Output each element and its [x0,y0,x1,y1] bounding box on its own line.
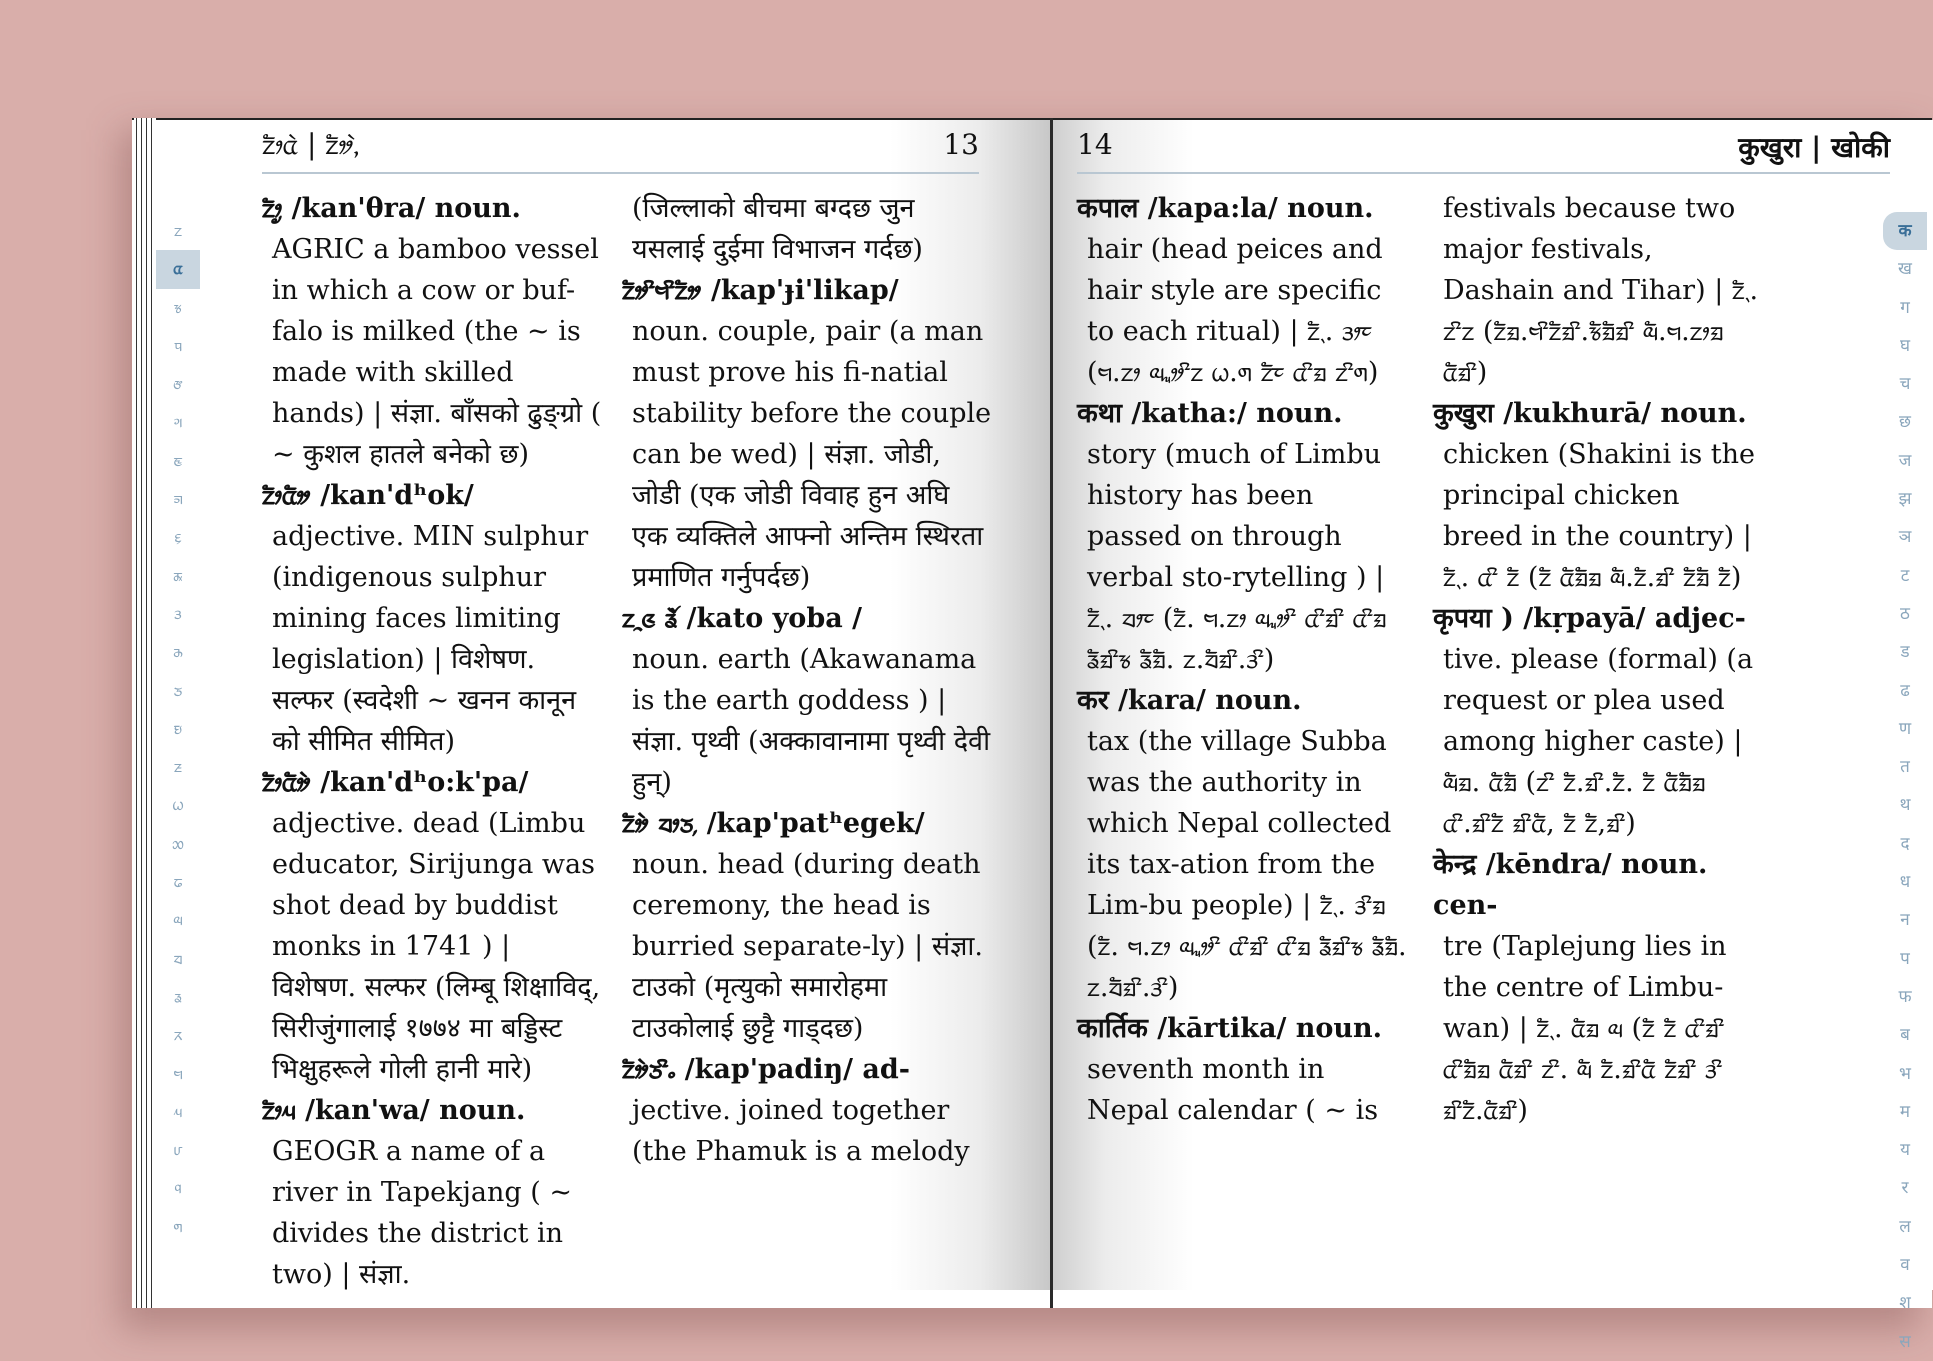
thumb-index-letter[interactable]: स [1899,1331,1911,1352]
thumb-index-letter[interactable]: झ [1898,489,1912,510]
dictionary-definition: (जिल्लाको बीचमा बग्दछ जुन यसलाई दुईमा विभाजन गर्दछ) [632,193,923,265]
thumb-index-letter[interactable]: ᤇ [173,450,183,471]
thumb-index-letter[interactable]: ᤙ [173,1140,183,1161]
dictionary-definition: festivals because two major festivals, Dashain and Tihar) | ᤁᤠᤷ. ᤁᤡᤁ (ᤁᤠᤀ.ᤗᤡᤁᤠᤀᤡ.ᤃᤠᤀᤠᤀᤡ ᤓᤠ.ᤗ.ᤁᤣᤀ ᤂᤠᤀᤡ) [1443,193,1759,388]
thumb-index-letter[interactable]: ग [1900,297,1910,318]
thumb-index-letter[interactable]: च [1899,374,1911,395]
dictionary-headword: ᤁᤦᤧᤍᤡᤱ /kap'padiŋ/ ad- [622,1054,910,1085]
thumb-index-letter[interactable]: ड [1900,642,1910,663]
dictionary-headword: कथा /katha:/ noun. [1077,398,1343,429]
thumb-index-letter[interactable]: ᤖ [173,1025,183,1046]
right-thumb-index [1883,212,1927,1361]
thumb-index-letter[interactable]: थ [1899,795,1911,816]
thumb-index-letter[interactable]: प [1900,948,1910,969]
dictionary-definition: hair (head peices and hair style are specific to each ritual) | ᤁᤠᤷ. ᤋᤣᤰ (ᤗ.ᤁᤣ ᤓᤫᤤᤡᤁ ᤐ.ᤛ ᤁᤠᤰ ᤂᤡᤀ ᤁᤡᤛ) [1087,234,1383,388]
thumb-index-letter[interactable]: य [1900,1140,1910,1161]
left-page [156,120,1051,1290]
dictionary-headword: कार्तिक /kārtika/ noun. [1077,1013,1383,1044]
thumb-index-letter[interactable]: छ [1899,412,1911,433]
thumb-index-letter[interactable]: ᤔ [173,948,183,969]
thumb-index-letter[interactable]: ᤒ [173,872,183,893]
thumb-index-letter[interactable]: द [1900,833,1910,854]
dictionary-headword: कृपया ) /kṛpayā/ adjec- [1433,603,1746,634]
thumb-index-letter[interactable]: ख [1898,259,1912,280]
thumb-index-letter[interactable]: श [1899,1293,1911,1314]
left-header-rule [262,172,979,174]
thumb-index-letter[interactable]: ᤈ [173,489,183,510]
right-column-2 [1433,188,1763,1131]
thumb-index-letter[interactable]: ल [1899,1216,1911,1237]
dictionary-definition: story (much of Limbu history has been passed on through verbal sto-rytelling ) | ᤁᤠᤷ. ᤔᤣᤰ (ᤁᤠ. ᤗ.ᤁᤣ ᤓᤫᤤᤡ ᤂᤡᤀᤡ ᤂᤡᤀ ᤕᤠᤀᤡᤃ ᤕᤠᤀᤠ. ᤁ.ᤔᤠᤀᤡ.ᤋᤡ) [1087,439,1387,675]
thumb-index-letter[interactable]: ᤚ [174,1178,182,1199]
dictionary-definition: noun. earth (Akawanama is the earth goddess ) | संज्ञा. पृथ्वी (अक्कावानामा पृथ्वी देवी हुन्) [632,644,991,798]
right-page-header-title: कुखुरा | खोकी [1738,131,1890,164]
thumb-index-letter[interactable]: ज [1898,450,1912,471]
thumb-index-letter[interactable]: र [1901,1178,1909,1199]
thumb-index-letter[interactable]: व [1900,1255,1910,1276]
thumb-index-letter[interactable]: ᤂ [156,250,200,288]
thumb-index-letter[interactable]: ध [1899,872,1911,893]
thumb-index-letter[interactable]: ᤐ [172,795,184,816]
dictionary-definition: seventh month in Nepal calendar ( ~ is [1087,1054,1379,1126]
thumb-index-letter[interactable]: ᤏ [173,757,183,778]
left-thumb-index [156,212,200,1246]
thumb-index-letter[interactable]: ᤌ [173,642,183,663]
thumb-index-letter[interactable]: ठ [1900,603,1910,624]
dictionary-definition: adjective. MIN sulphur (indigenous sulphur mining faces limiting legislation) | विशेषण. सल्फर (स्वदेशी ~ खनन कानून को सीमित सीमित) [272,521,589,757]
dictionary-definition: tax (the village Subba was the authority in which Nepal collected its tax-ation from the Lim-bu people) | ᤁᤠᤷ. ᤋᤡᤀ (ᤁᤠ. ᤗ.ᤁᤣ ᤓᤫᤤᤡ ᤂᤡᤀᤡ ᤂᤡᤀ ᤕᤠᤀᤡᤃ ᤕᤠᤀᤠ. ᤁ.ᤔᤠᤀᤡ.ᤋᤡ) [1087,726,1407,1003]
dictionary-definition: jective. joined together (the Phamuk is a melody [632,1095,970,1167]
dictionary-headword: ᤁᤦᤡᤗᤡᤁᤦ /kap'ɟi'likap/ [622,275,899,306]
thumb-index-letter[interactable]: म [1899,1101,1911,1122]
thumb-index-letter[interactable]: ब [1900,1025,1910,1046]
book-spine-pages [134,118,156,1308]
left-page-header-title: ᤁᤥᤂᤧ | ᤁᤦ,ᤧ [262,128,359,161]
thumb-index-letter[interactable]: ᤅ [173,374,183,395]
left-column-2 [622,188,992,1172]
dictionary-headword: ᤁᤳᤜ ᤕᤨᤧ /kato yoba / [622,603,862,634]
right-header-rule [1077,172,1890,174]
thumb-index-letter[interactable]: ण [1898,718,1912,739]
thumb-index-letter[interactable]: ᤃ [174,297,182,318]
thumb-index-letter[interactable]: ᤄ [174,335,182,356]
dictionary-headword: ᤁᤥᤂᤦᤧ /kan'dʰo:k'pa/ [262,767,529,798]
thumb-index-letter[interactable]: ᤘ [173,1101,183,1122]
dictionary-headword: ᤁᤥᤘ /kan'wa/ noun. [262,1095,526,1126]
thumb-index-letter[interactable]: ट [1900,565,1910,586]
dictionary-definition: AGRIC a bamboo vessel in which a cow or buf-falo is milked (the ~ is made with skilled hands) | संज्ञा. बाँसको ढुङ्ग्रो ( ~ कुशल हातले बनेको छ) [272,234,602,470]
thumb-index-letter[interactable]: ढ [1900,680,1910,701]
thumb-index-letter[interactable]: ᤓ [173,910,183,931]
dictionary-headword: ᤁᤥᤢ /kan'θra/ noun. [262,193,521,224]
dictionary-definition: tive. please (formal) (a request or plea used among higher caste) | ᤓᤠᤀ. ᤂᤠᤀᤠ (ᤁᤡ ᤁᤠ.ᤀᤡ.ᤁᤠ. ᤁᤠ ᤂᤠᤀᤠᤀ ᤂᤡ.ᤀᤡᤁᤠ ᤀᤡᤂᤠ, ᤁᤠ ᤁᤠ,ᤀᤡ) [1443,644,1754,839]
thumb-index-letter[interactable]: ᤉ [174,527,182,548]
thumb-index-letter[interactable]: ᤁ [173,221,183,241]
thumb-index-letter[interactable]: न [1900,910,1910,931]
thumb-index-letter[interactable]: ञ [1898,527,1912,548]
thumb-index-letter[interactable]: त [1900,757,1910,778]
dictionary-headword: कपाल /kapa:la/ noun. [1077,193,1374,224]
thumb-index-letter[interactable]: ᤕ [174,986,182,1007]
dictionary-headword: ᤁᤦᤧ ᤔᤣᤍ᤹ /kap'patʰegek/ [622,808,925,839]
right-page-number: 14 [1077,128,1113,161]
thumb-index-letter[interactable]: ᤎ [173,718,183,739]
thumb-index-letter[interactable]: ᤍ [173,680,183,701]
thumb-index-letter[interactable]: ᤛ [173,1216,183,1237]
thumb-index-letter[interactable]: ᤆ [173,412,183,433]
thumb-index-letter[interactable]: फ [1898,986,1912,1007]
thumb-index-letter[interactable]: ᤊ [173,565,183,586]
dictionary-definition: chicken (Shakini is the principal chicken breed in the country) | ᤁᤠᤷ. ᤂᤡ ᤁᤠ (ᤁᤠ ᤂᤠᤀᤠᤀ ᤓᤠ.ᤁᤠ.ᤀᤡ ᤁᤠᤀᤠ ᤁᤠ) [1443,439,1755,593]
dictionary-headword: केन्द्र /kēndra/ noun. cen- [1433,849,1708,921]
dictionary-headword: ᤁᤥᤂᤦ /kan'dʰok/ [262,480,474,511]
dictionary-definition: noun. couple, pair (a man must prove his fi-natial stability before the couple can be wed) | संज्ञा. जोडी, जोडी (एक जोडी विवाह हुन अघि एक व्यक्तिले आफ्नो अन्तिम स्थिरता प्रमाणित गर्नुपर्दछ) [632,316,992,593]
left-page-number: 13 [943,128,979,161]
dictionary-definition: adjective. dead (Limbu educator, Sirijunga was shot dead by buddist monks in 1741 ) | विशेषण. सल्फर (लिम्बू शिक्षाविद्, सिरीजुंगालाई १७७४ मा बड्डिस्ट भिक्षुहरूले गोली हानी मारे) [272,808,601,1085]
right-page [1053,120,1933,1352]
dictionary-headword: कर /kara/ noun. [1077,685,1302,716]
right-column-1 [1077,188,1412,1131]
thumb-index-letter[interactable]: ᤗ [173,1063,183,1084]
dictionary-definition: GEOGR a name of a river in Tapekjang ( ~ divides the district in two) | संज्ञा. [272,1136,572,1290]
thumb-index-letter[interactable]: ᤋ [174,603,182,624]
dictionary-definition: tre (Taplejung lies in the centre of Limbu-wan) | ᤁᤠᤷ. ᤂᤠᤀ ᤓ (ᤁᤠ ᤁᤠ ᤂᤡᤀᤡ ᤂᤡᤀᤠᤀ ᤂᤠᤀᤡ ᤁᤡ. ᤓᤠ ᤁᤠ.ᤀᤡᤂᤠ ᤁᤠᤀᤡ ᤋᤡ ᤀᤡᤁᤠ.ᤂᤠᤀᤡ) [1443,931,1727,1126]
thumb-index-letter[interactable]: भ [1899,1063,1911,1084]
thumb-index-letter[interactable]: ᤑ [172,833,184,854]
dictionary-headword: कुखुरा /kukhurā/ noun. [1433,398,1747,429]
thumb-index-letter[interactable]: क [1883,212,1927,250]
left-column-1 [262,188,602,1295]
dictionary-definition: noun. head (during death ceremony, the head is burried separate-ly) | संज्ञा. टाउको (मृत्युको समारोहमा टाउकोलाई छुट्टै गाड्दछ) [632,849,983,1044]
thumb-index-letter[interactable]: घ [1899,335,1911,356]
